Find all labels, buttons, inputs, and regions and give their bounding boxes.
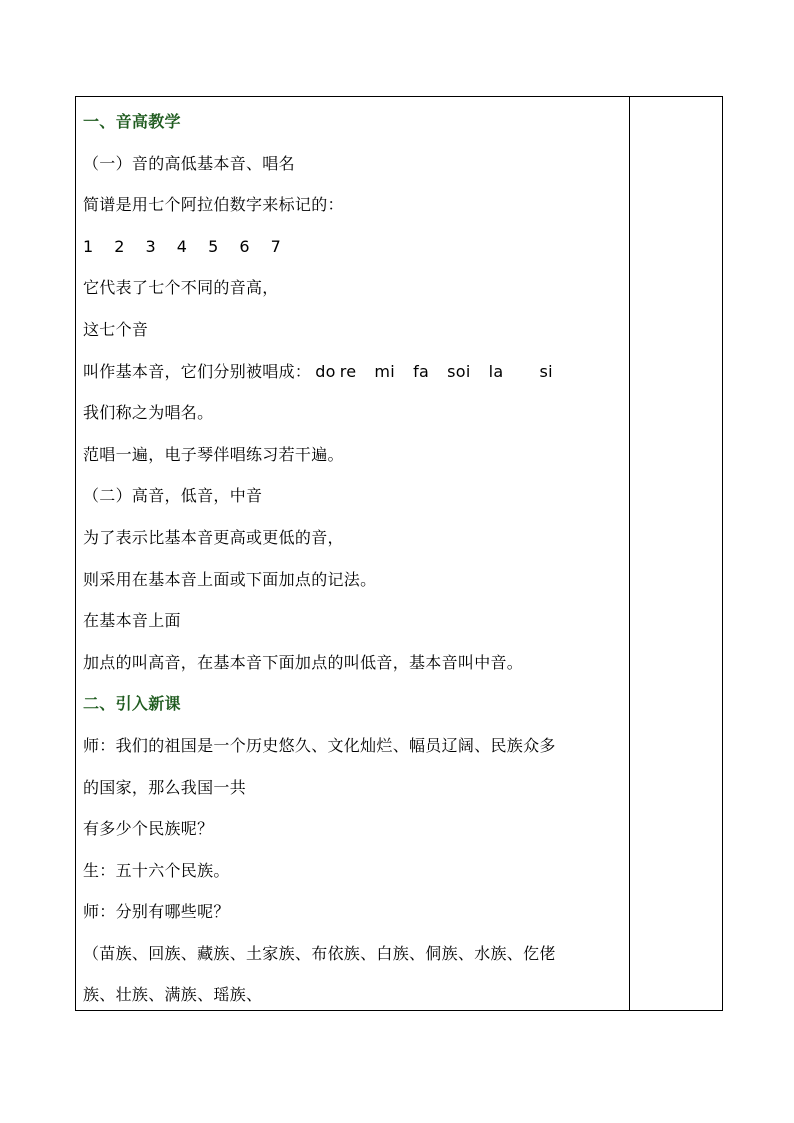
text-called-prefix: 叫作基本音，它们分别被唱成： <box>83 361 312 381</box>
text-sing-practice: 范唱一遍，电子琴伴唱练习若干遍。 <box>83 444 344 464</box>
text-numbers: 1 2 3 4 5 6 7 <box>83 236 289 256</box>
text-ethnic-list-2: 族、壮族、满族、瑶族、 <box>83 985 263 1005</box>
text-student-answer: 生：五十六个民族。 <box>83 860 230 880</box>
text-above: 在基本音上面 <box>83 611 181 631</box>
solfege-mi: mi <box>374 361 396 381</box>
text-teacher-question-1b: 的国家，那么我国一共 <box>83 777 247 797</box>
text-syllable-names: 我们称之为唱名。 <box>83 403 214 423</box>
solfege-re: re <box>339 361 357 381</box>
text-jianpu: 简谱是用七个阿拉伯数字来标记的： <box>83 195 344 215</box>
solfege-fa: fa <box>413 361 430 381</box>
section-heading-pitch: 一、音高教学 <box>83 112 181 131</box>
text-teacher-question-2: 师：分别有哪些呢？ <box>83 902 230 922</box>
lesson-content-cell <box>76 97 629 1010</box>
text-dot-notation: 则采用在基本音上面或下面加点的记法。 <box>83 569 377 589</box>
text-teacher-question-1c: 有多少个民族呢？ <box>83 819 214 839</box>
text-ethnic-list-1: （苗族、回族、藏族、土家族、布依族、白族、侗族、水族、仡佬 <box>83 943 556 963</box>
text-teacher-question-1: 师：我们的祖国是一个历史悠久、文化灿烂、幅员辽阔、民族众多 <box>83 735 556 755</box>
text-express: 为了表示比基本音更高或更低的音， <box>83 527 344 547</box>
solfege-do: do <box>315 361 336 381</box>
text-represent: 它代表了七个不同的音高， <box>83 278 279 298</box>
text-solfege-line <box>83 351 629 393</box>
section-heading-new-lesson: 二、引入新课 <box>83 694 181 714</box>
solfege-si: si <box>539 361 553 381</box>
solfege-soi: soi <box>447 361 471 381</box>
notes-column-cell <box>630 97 722 1010</box>
subsection-high-low-middle: （二）高音，低音，中音 <box>83 486 263 506</box>
lesson-table <box>75 96 723 1011</box>
solfege-la: la <box>488 361 504 381</box>
subsection-basic-notes: （一）音的高低基本音、唱名 <box>83 153 295 173</box>
text-high-low-definition: 加点的叫高音，在基本音下面加点的叫低音，基本音叫中音。 <box>83 652 524 672</box>
text-seven-notes: 这七个音 <box>83 319 149 339</box>
